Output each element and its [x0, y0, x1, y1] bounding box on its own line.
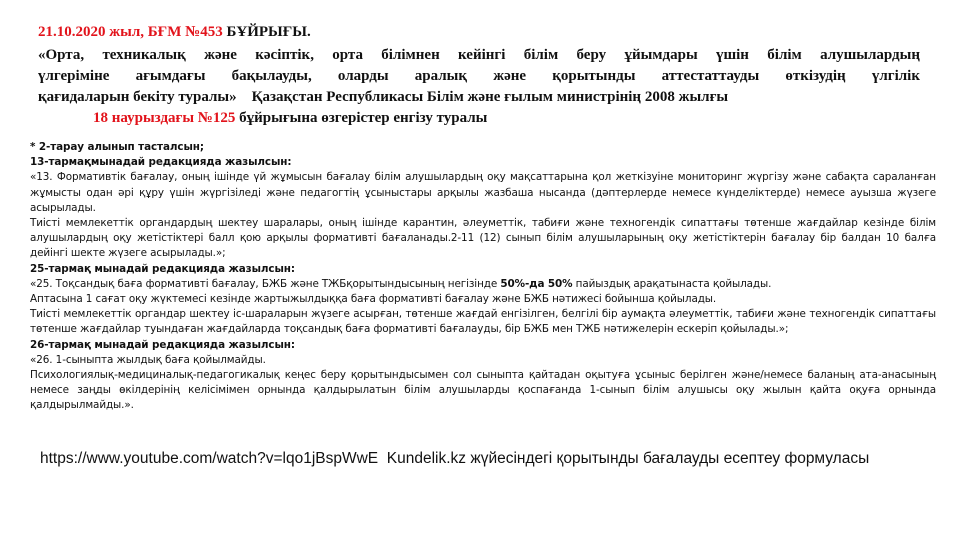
- order-subject-line-1: «Орта, техникалық және кәсіптік, орта білімнен кейінгі білім беру ұйымдары үшін білім алушылардың: [38, 47, 920, 63]
- document-body: [30, 140, 936, 414]
- paragraph-13-1: «13. Формативтік бағалау, оның ішінде үй жұмысын бағалау білім алушылардың оқу мақсаттарына қол жеткізуіне мониторинг жүргізу және сабақта сараланған жұмысты одан әрі құру үшін жүргізіледі және педагогтің ұсыныстары арқылы жазбаша нысанда (дәптерлерде немесе күнделіктерде) немесе ауызша жүзеге асырылады.: [30, 171, 936, 214]
- percentage-ratio: 50%-да 50%: [500, 277, 573, 290]
- paragraph-13-2: Тиісті мемлекеттік органдардың шектеу шаралары, оның ішінде карантин, әлеуметтік, табиғи және техногендік сипаттағы төтенше жағдайлар кезінде білім алушылардың оқу жетістіктері балл қою арқылы формативті бағаланады.2-11 (12) сынып білім алушыларының оқу жетістіктерін бағалау бір балдан 10 балға дейінгі шекте жүзеге асырылады.»;: [30, 217, 936, 260]
- document-header: [38, 22, 920, 129]
- heading-item-13: 13-тармақмынадай редакцияда жазылсын:: [30, 156, 292, 169]
- heading-item-26: 26-тармақ мынадай редакцияда жазылсын:: [30, 338, 295, 351]
- order-title: [38, 22, 920, 43]
- order-word: БҰЙРЫҒЫ.: [222, 24, 311, 40]
- order-subject-line-3: қағидаларын бекіту туралы» Қазақстан Республикасы Білім және ғылым министрінің 2008 жылғы: [38, 89, 729, 105]
- referenced-order-date: 18 наурыздағы №125: [93, 110, 236, 126]
- footer-reference: [40, 450, 940, 468]
- paragraph-26-1: «26. 1-сыныпта жылдық баға қойылмайды.: [30, 353, 266, 366]
- order-subject-line-4: [38, 108, 920, 129]
- youtube-link[interactable]: https://www.youtube.com/watch?v=lqo1jBspWwE: [40, 450, 379, 467]
- order-date-number: 21.10.2020 жыл, БҒМ №453: [38, 24, 223, 40]
- paragraph-25-1: [30, 277, 936, 292]
- footer-caption: Kundelik.kz жүйесіндегі қорытынды бағалауды есептеу формуласы: [378, 450, 870, 467]
- item-removed: * 2-тарау алынып тасталсын;: [30, 141, 204, 153]
- order-subject-line-2: үлгеріміне ағымдағы бақылауды, оларды аралық және қорытынды аттестаттауды өткізудің үлгілік: [38, 68, 920, 84]
- paragraph-25-3: Тиісті мемлекеттік органдар шектеу іс-шараларын жүзеге асырған, төтенше жағдай енгізілген, белгілі бір аумақта әлеуметтік, табиғи және техногендік сипаттағы төтенше жағдайлар туындаған жағдайларда тоқсандық баға формативті бағалауды, бір БЖБ мен ТЖБ нәтижелерін ескеріп қойылады.»;: [30, 308, 936, 336]
- heading-item-25: 25-тармақ мынадай редакцияда жазылсын:: [30, 262, 295, 275]
- paragraph-25-1-tail: пайыздық арақатынаста қойылады.: [572, 277, 772, 290]
- paragraph-26-2: Психологиялық-медициналық-педагогикалық кеңес беру қорытындысымен сол сыныпта қайтадан оқытуға ұсыныс берілген және/немесе баланың ата-анасының немесе заңды өкілдерінің келісімімен орнында қалдырылатын білім алушыларды қоспағанда 1-сынып білім алушысы оқу жылын қайта оқуға орнында қалдырылмайды.».: [30, 369, 936, 412]
- referenced-order-rest: бұйрығына өзгерістер енгізу туралы: [235, 110, 488, 126]
- paragraph-25-2: Аптасына 1 сағат оқу жүктемесі кезінде жартыжылдыққа баға формативті бағалау және БЖБ нәтижесі бойынша қойылады.: [30, 293, 717, 306]
- paragraph-25-1-text: «25. Тоқсандық баға формативті бағалау, БЖБ және ТЖБқорытындысының негізінде: [30, 277, 501, 290]
